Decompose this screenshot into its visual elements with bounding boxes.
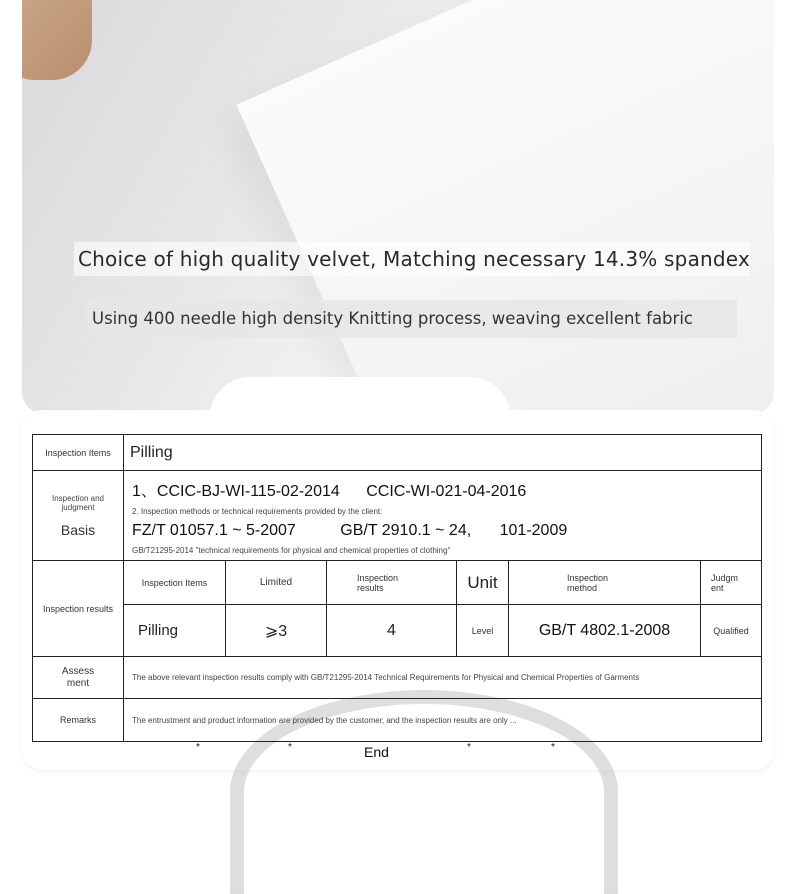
- basis-label-small: Inspection and judgment: [51, 493, 105, 512]
- fabric-photo: [22, 0, 774, 414]
- assessment-label-text: Assess ment: [61, 665, 95, 689]
- hdr-results: [327, 561, 457, 605]
- hdr-results-text: Inspection results: [357, 572, 399, 593]
- val-items: Pilling: [124, 605, 226, 657]
- row-results-header: [33, 561, 762, 605]
- row-results-values: [33, 605, 762, 657]
- fabric-fold: [237, 0, 774, 414]
- caption-knitting: Using 400 needle high density Knitting process, weaving excellent fabric: [86, 300, 737, 338]
- assessment-label: [33, 657, 124, 699]
- basis-label-main: Basis: [60, 521, 96, 538]
- hdr-method-text: Inspection method: [567, 572, 609, 593]
- val-results: 4: [327, 605, 457, 657]
- hdr-limited: Limited: [226, 561, 327, 605]
- results-label: Inspection results: [33, 561, 124, 657]
- inspection-table: [32, 434, 762, 742]
- val-unit: Level: [457, 605, 509, 657]
- std-101: 101-2009: [499, 522, 568, 539]
- hdr-judgment-text: Judgm ent: [711, 572, 739, 593]
- items-value: [124, 435, 762, 471]
- std-ccic-bj: 1、CCIC-BJ-WI-115-02-2014: [132, 483, 340, 500]
- star-4: *: [551, 742, 555, 753]
- star-1: *: [196, 742, 200, 753]
- basis-content: [124, 471, 762, 561]
- hdr-items: Inspection Items: [124, 561, 226, 605]
- row-basis: [33, 471, 762, 561]
- val-method: GB/T 4802.1-2008: [509, 605, 701, 657]
- row-remarks: [33, 699, 762, 742]
- gbt-21295-note: GB/T21295-2014 "technical requirements for physical and chemical properties of clothing": [132, 546, 451, 555]
- caption-velvet: Choice of high quality velvet, Matching necessary 14.3% spandex: [74, 242, 750, 276]
- star-3: *: [467, 742, 471, 753]
- hdr-unit: Unit: [457, 561, 509, 605]
- basis-label: [33, 471, 124, 561]
- std-ccic-wi: CCIC-WI-021-04-2016: [366, 483, 527, 500]
- assessment-text: The above relevant inspection results comply with GB/T21295-2014 Technical Requirements for Physical and Chemical Properties of Garments: [124, 657, 762, 699]
- items-value-text: Pilling: [130, 443, 173, 461]
- finger-image: [22, 0, 92, 80]
- client-note: 2. Inspection methods or technical requirements provided by the client:: [132, 507, 383, 516]
- items-label: Inspection Items: [33, 435, 124, 471]
- remarks-label: Remarks: [33, 699, 124, 742]
- row-inspection-items: [33, 435, 762, 471]
- card-tab: [210, 377, 510, 422]
- row-assessment: [33, 657, 762, 699]
- val-limited: ⩾3: [226, 605, 327, 657]
- val-judgment: Qualified: [701, 605, 762, 657]
- hdr-method: [509, 561, 701, 605]
- remarks-text: The entrustment and product information are provided by the customer, and the inspection results are only ...: [124, 699, 762, 742]
- end-label: End: [360, 744, 393, 760]
- std-gbt-2910: GB/T 2910.1 ~ 24,: [340, 522, 472, 539]
- std-fzt: FZ/T 01057.1 ~ 5-2007: [132, 522, 296, 539]
- hdr-judgment: [701, 561, 762, 605]
- star-2: *: [288, 742, 292, 753]
